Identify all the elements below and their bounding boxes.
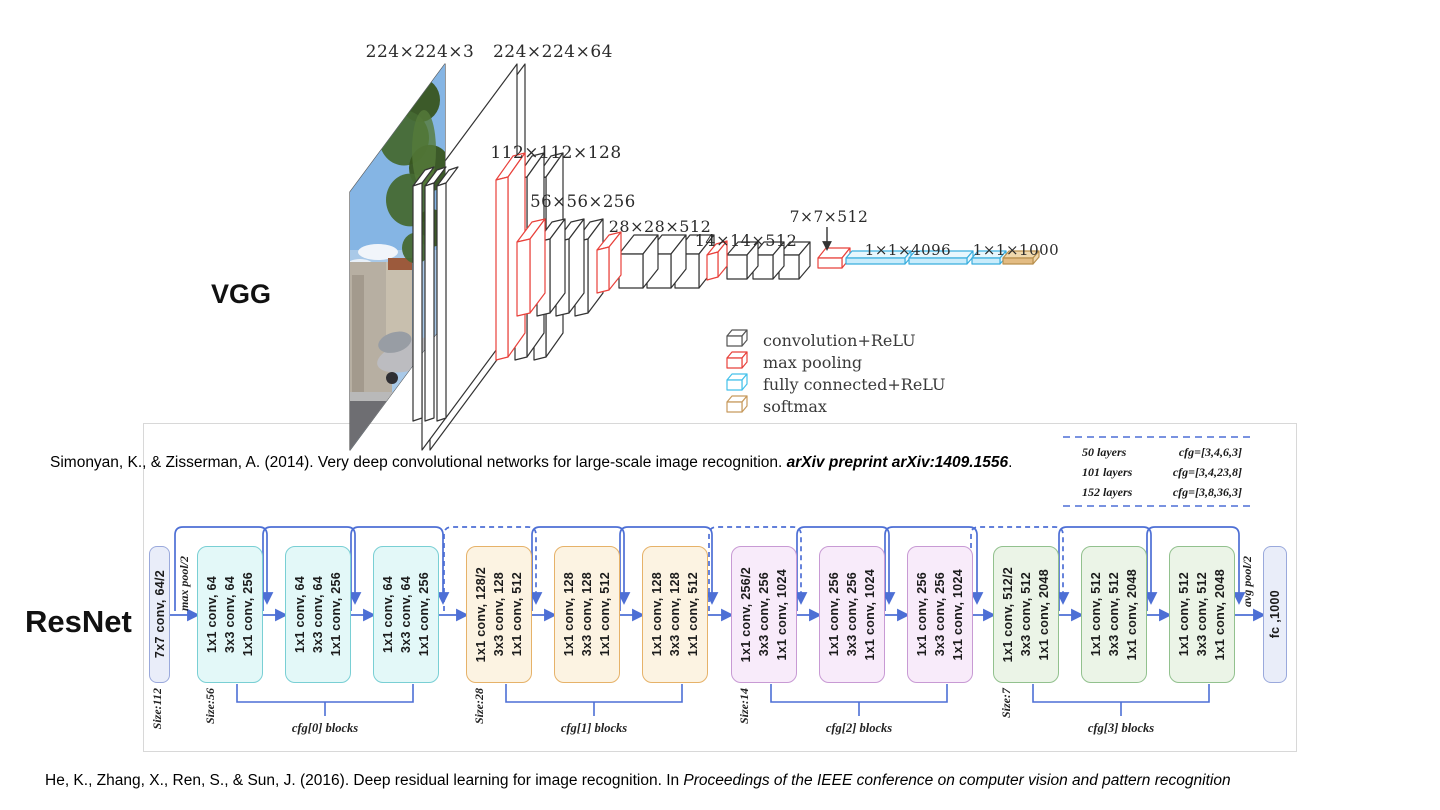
resnet-stem-block-label: 7x7 conv, 64/2 — [152, 570, 167, 659]
resnet-fc-block — [1263, 546, 1287, 683]
conv-line-label: 1x1 conv, 512 — [598, 572, 612, 657]
resnet-block — [907, 546, 973, 683]
legend-maxpool-cube-icon — [727, 352, 747, 368]
resnet-citation-text: He, K., Zhang, X., Ren, S., & Sun, J. (2016). Deep residual learning for image recognition. In — [45, 772, 684, 789]
conv-line-label: 1x1 conv, 512 — [1177, 572, 1191, 657]
maxpool-label: max pool/2 — [177, 556, 191, 612]
legend-label: convolution+ReLU — [763, 331, 916, 350]
legend-label: softmax — [763, 397, 827, 416]
resnet-fc-block-label: fc ,1000 — [1268, 590, 1282, 639]
conv-line-label: 1x1 conv, 2048 — [1213, 568, 1227, 661]
conv-line-label: 1x1 conv, 256 — [417, 572, 431, 657]
cfg-table-row — [1082, 445, 1242, 460]
conv-line-label: 3x3 conv, 128 — [492, 572, 506, 657]
conv-line-label: 1x1 conv, 512 — [510, 572, 524, 657]
vgg-citation-period: . — [1008, 454, 1013, 471]
avgpool-label: avg pool/2 — [1240, 556, 1254, 607]
conv-line-label: 1x1 conv, 256 — [329, 572, 343, 657]
stage-cfg-label: cfg[0] blocks — [291, 721, 359, 735]
resnet-block — [1081, 546, 1147, 683]
vgg-dim-label: 112×112×128 — [490, 143, 622, 163]
conv-line-label: 3x3 conv, 512 — [1195, 572, 1209, 657]
conv-line-label: 1x1 conv, 1024 — [863, 568, 877, 661]
vgg-pool7-box — [818, 248, 850, 268]
resnet-block — [554, 546, 620, 683]
resnet-block — [285, 546, 351, 683]
vgg-citation-arxiv: arXiv preprint arXiv:1409.1556 — [786, 454, 1009, 471]
conv-line-label: 1x1 conv, 2048 — [1037, 568, 1051, 661]
stage-bracket — [506, 684, 682, 716]
conv-line-label: 3x3 conv, 256 — [757, 572, 771, 657]
conv-line-label: 3x3 conv, 256 — [845, 572, 859, 657]
conv-line-label: 1x1 conv, 2048 — [1125, 568, 1139, 661]
stage-cfg-label: cfg[1] blocks — [560, 721, 628, 735]
resnet-stem-block — [149, 546, 170, 683]
legend-label: max pooling — [763, 353, 863, 372]
conv-line-label: 1x1 conv, 512 — [1089, 572, 1103, 657]
resnet-block — [993, 546, 1059, 683]
conv-line-label: 1x1 conv, 128/2 — [474, 566, 488, 663]
vgg-conv56-group — [517, 219, 603, 316]
conv-line-label: 1x1 conv, 128 — [650, 572, 664, 657]
stage-bracket — [237, 684, 413, 716]
vgg-dim-label: 14×14×512 — [694, 231, 798, 250]
conv-line-label: 1x1 conv, 64 — [205, 575, 219, 654]
conv-line-label: 3x3 conv, 64 — [399, 575, 413, 654]
conv-line-label: 1x1 conv, 256/2 — [739, 566, 753, 663]
vgg-dim-label: 7×7×512 — [789, 208, 869, 226]
vgg-title: VGG — [211, 279, 272, 309]
vgg-dim-label: 224×224×64 — [492, 42, 614, 62]
cfg-row-layers: 50 layers — [1082, 445, 1127, 459]
vgg-dim-label: 56×56×256 — [530, 192, 636, 211]
conv-line-label: 1x1 conv, 64 — [381, 575, 395, 654]
conv-line-label: 3x3 conv, 64 — [223, 575, 237, 654]
conv-line-label: 1x1 conv, 128 — [562, 572, 576, 657]
cfg-table-row — [1082, 465, 1242, 480]
vgg-legend — [727, 330, 946, 416]
conv-line-label: 1x1 conv, 256 — [241, 572, 255, 657]
resnet-block — [197, 546, 263, 683]
conv-line-label: 3x3 conv, 512 — [1019, 572, 1033, 657]
resnet-block — [642, 546, 708, 683]
stage-cfg-label: cfg[3] blocks — [1087, 721, 1155, 735]
resnet-block — [373, 546, 439, 683]
resnet-title: ResNet — [25, 604, 132, 639]
cfg-row-config: cfg=[3,8,36,3] — [1172, 485, 1242, 499]
conv-line-label: 1x1 conv, 64 — [293, 575, 307, 654]
cfg-row-config: cfg=[3,4,23,8] — [1172, 465, 1242, 479]
cfg-row-layers: 101 layers — [1082, 465, 1133, 479]
resnet-block — [731, 546, 797, 683]
cfg-row-layers: 152 layers — [1082, 485, 1133, 499]
legend-convolution-cube-icon — [727, 330, 747, 346]
vgg-dim-label: 224×224×3 — [365, 42, 475, 62]
resnet-citation — [45, 772, 1231, 790]
vgg-citation-text: Simonyan, K., & Zisserman, A. (2014). Very deep convolutional networks for large-scale image recognition. — [50, 454, 787, 471]
resnet-block — [466, 546, 532, 683]
vgg-figure — [330, 28, 1075, 460]
conv-line-label: 3x3 conv, 128 — [580, 572, 594, 657]
vgg-citation — [50, 454, 1012, 472]
conv-line-label: 1x1 conv, 256 — [827, 572, 841, 657]
conv-line-label: 1x1 conv, 256 — [915, 572, 929, 657]
resnet-citation-venue: Proceedings of the IEEE conference on computer vision and pattern recognition — [683, 772, 1231, 789]
stage-size-label: Size:14 — [737, 688, 751, 724]
vgg-dim-label: 1×1×4096 — [864, 241, 952, 259]
conv-line-label: 3x3 conv, 64 — [311, 575, 325, 654]
resnet-block — [819, 546, 885, 683]
conv-line-label: 3x3 conv, 256 — [933, 572, 947, 657]
stage-bracket — [771, 684, 947, 716]
stage-size-label: Size:56 — [203, 688, 217, 724]
vgg-dim-label: 1×1×1000 — [972, 241, 1060, 259]
conv-line-label: 3x3 conv, 512 — [1107, 572, 1121, 657]
stage-size-label: Size:28 — [472, 688, 486, 724]
vgg-dim-label: 28×28×512 — [608, 217, 712, 236]
conv-line-label: 3x3 conv, 128 — [668, 572, 682, 657]
legend-fc-cube-icon — [727, 374, 747, 390]
stage-bracket — [1033, 684, 1209, 716]
conv-line-label: 1x1 conv, 1024 — [951, 568, 965, 661]
stage-size-label: Size:7 — [999, 688, 1013, 718]
cfg-table-row — [1082, 485, 1242, 500]
conv-line-label: 1x1 conv, 512 — [686, 572, 700, 657]
stem-size-label: Size:112 — [150, 688, 164, 730]
cfg-row-config: cfg=[3,4,6,3] — [1178, 445, 1242, 459]
legend-label: fully connected+ReLU — [763, 375, 946, 394]
resnet-block — [1169, 546, 1235, 683]
conv-line-label: 1x1 conv, 1024 — [775, 568, 789, 661]
stage-cfg-label: cfg[2] blocks — [825, 721, 893, 735]
conv-line-label: 1x1 conv, 512/2 — [1001, 566, 1015, 663]
legend-softmax-cube-icon — [727, 396, 747, 412]
